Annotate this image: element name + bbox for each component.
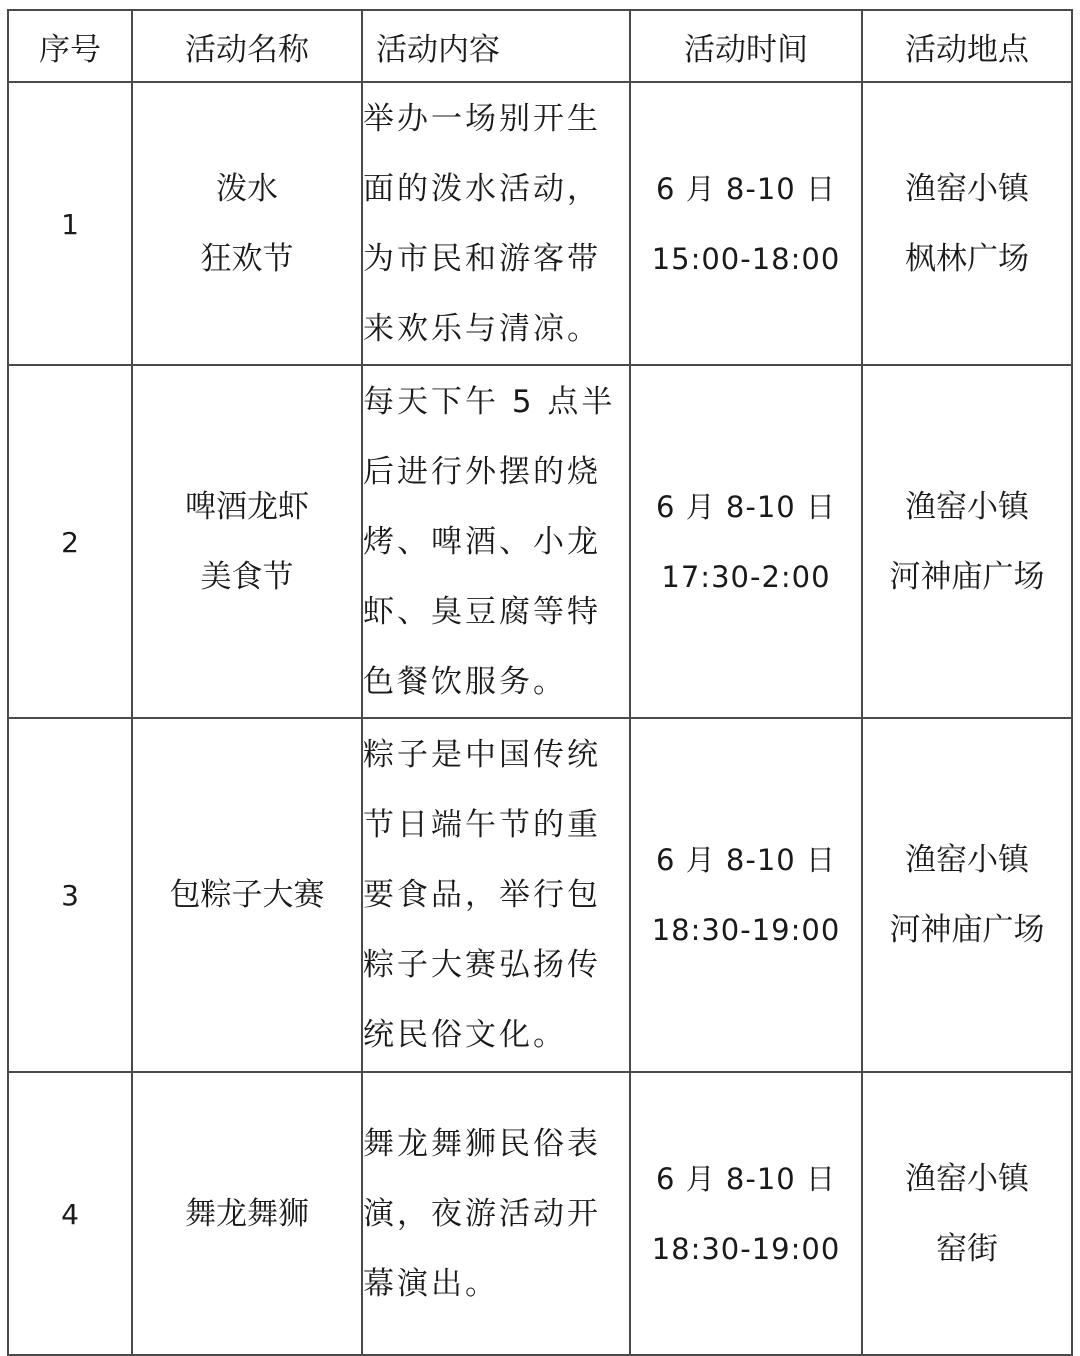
row-content-line: 舞龙舞狮民俗表 bbox=[363, 1125, 601, 1162]
row-date: 6 月 8-10 日 bbox=[656, 843, 836, 877]
row-content-line: 后进行外摆的烧 bbox=[363, 453, 601, 490]
row-name-cell bbox=[132, 1072, 362, 1355]
row-seq-cell bbox=[8, 365, 132, 718]
row-seq-cell bbox=[8, 718, 132, 1072]
row-time-cell bbox=[630, 365, 862, 718]
row-place-line: 渔窑小镇 bbox=[905, 170, 1029, 207]
row-name-cell bbox=[132, 718, 362, 1072]
row-place-line: 渔窑小镇 bbox=[905, 1160, 1029, 1197]
row-date: 6 月 8-10 日 bbox=[656, 171, 836, 206]
row-time-cell bbox=[630, 718, 862, 1072]
row-content-line: 虾、臭豆腐等特 bbox=[363, 593, 601, 630]
row-place-cell bbox=[862, 82, 1072, 365]
row-name-line: 啤酒龙虾 bbox=[185, 488, 309, 525]
row-content-line: 粽子大赛弘扬传 bbox=[363, 947, 601, 983]
table-row bbox=[8, 365, 1072, 718]
header-content: 活动内容 bbox=[362, 10, 630, 82]
row-seq: 2 bbox=[61, 525, 79, 559]
row-content-line: 来欢乐与清凉。 bbox=[363, 310, 601, 347]
header-name: 活动名称 bbox=[132, 10, 362, 82]
row-place-cell bbox=[862, 718, 1072, 1072]
row-content-cell bbox=[362, 365, 630, 718]
row-place-line: 河神庙广场 bbox=[889, 912, 1045, 948]
table-row bbox=[8, 82, 1072, 365]
table-row bbox=[8, 1072, 1072, 1355]
row-hours: 17:30-2:00 bbox=[661, 559, 831, 594]
row-name-line: 舞龙舞狮 bbox=[185, 1195, 309, 1232]
row-name-line: 狂欢节 bbox=[200, 240, 294, 277]
row-place-cell bbox=[862, 1072, 1072, 1355]
row-seq: 3 bbox=[61, 879, 79, 912]
row-hours: 18:30-19:00 bbox=[651, 1231, 841, 1266]
row-content-line: 统民俗文化。 bbox=[363, 1017, 567, 1053]
row-place-line: 窑街 bbox=[936, 1230, 998, 1267]
row-content-cell bbox=[362, 1072, 630, 1355]
row-content-line: 节日端午节的重 bbox=[363, 807, 601, 843]
row-name-line: 包粽子大赛 bbox=[169, 877, 325, 913]
table-row bbox=[8, 718, 1072, 1072]
row-time-cell bbox=[630, 82, 862, 365]
row-place-line: 渔窑小镇 bbox=[905, 842, 1029, 878]
row-seq: 1 bbox=[61, 207, 79, 241]
row-content-line: 举办一场别开生 bbox=[363, 100, 601, 137]
row-name-line: 美食节 bbox=[200, 558, 294, 595]
row-hours: 15:00-18:00 bbox=[651, 241, 841, 276]
row-place-cell bbox=[862, 365, 1072, 718]
activity-table bbox=[7, 9, 1073, 1356]
row-content-cell bbox=[362, 82, 630, 365]
row-time-cell bbox=[630, 1072, 862, 1355]
header-row bbox=[8, 10, 1072, 82]
row-content-line: 烤、啤酒、小龙 bbox=[363, 523, 601, 560]
header-place: 活动地点 bbox=[862, 10, 1072, 82]
row-content-line: 演，夜游活动开 bbox=[363, 1195, 601, 1232]
row-name-cell bbox=[132, 365, 362, 718]
header-time: 活动时间 bbox=[630, 10, 862, 82]
row-seq: 4 bbox=[61, 1197, 79, 1231]
row-name-line: 泼水 bbox=[216, 170, 278, 207]
row-place-line: 渔窑小镇 bbox=[905, 488, 1029, 525]
row-content-line: 幕演出。 bbox=[363, 1265, 499, 1302]
row-content-line: 色餐饮服务。 bbox=[363, 663, 567, 700]
header-seq: 序号 bbox=[8, 10, 132, 82]
row-date: 6 月 8-10 日 bbox=[656, 1161, 836, 1196]
row-seq-cell bbox=[8, 82, 132, 365]
row-content-line: 要食品，举行包 bbox=[363, 877, 601, 913]
row-seq-cell bbox=[8, 1072, 132, 1355]
row-content-line: 每天下午 5 点半 bbox=[363, 383, 616, 420]
row-content-line: 粽子是中国传统 bbox=[363, 737, 601, 773]
row-date: 6 月 8-10 日 bbox=[656, 489, 836, 524]
row-content-cell bbox=[362, 718, 630, 1072]
row-hours: 18:30-19:00 bbox=[651, 913, 841, 947]
row-content-line: 为市民和游客带 bbox=[363, 240, 601, 277]
row-content-line: 面的泼水活动， bbox=[363, 170, 601, 207]
row-place-line: 枫林广场 bbox=[905, 240, 1029, 277]
row-place-line: 河神庙广场 bbox=[889, 558, 1045, 595]
row-name-cell bbox=[132, 82, 362, 365]
